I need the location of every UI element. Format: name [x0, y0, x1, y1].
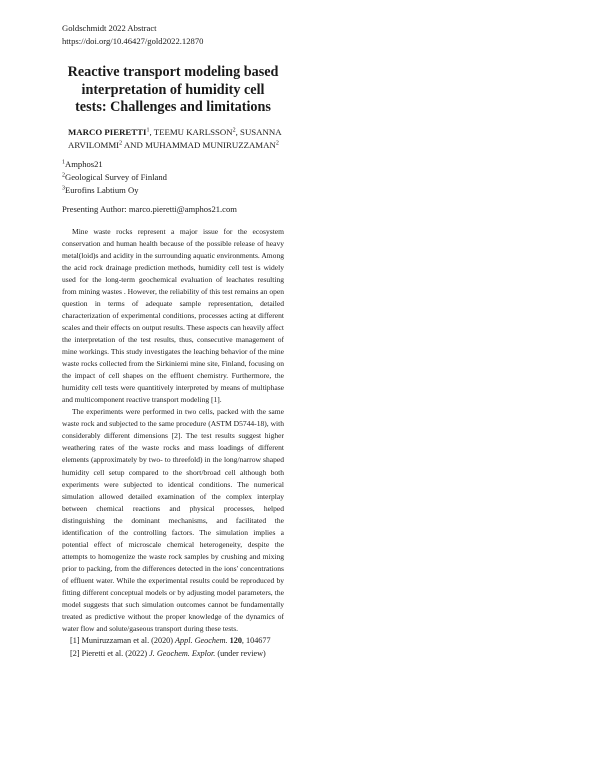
author-affiliation-mark: 2 — [232, 127, 236, 133]
author-name: MARCO PIERETTI — [68, 126, 147, 137]
paper-title: Reactive transport modeling based interpretation of humidity cell tests: Challenges and limitations — [67, 64, 279, 115]
presenting-author: Presenting Author: marco.pieretti@amphos21.com — [62, 203, 237, 214]
affiliation-item: $^1$Amphos21 — [62, 158, 103, 169]
abstract-paragraph: The experiments were performed in two cells, packed with the same waste rock and subjected to the same procedure (ASTM D5744-18), with considerably different dimensions [2]. The test results suggest higher weathering rates of the waste rocks and mass loadings of different elements (approximately by two- to threefold) in the long/narrow shaped humidity cell setup compared to the short/broad cell although both experiments were subjected to identical conditions. The numerical simulation allowed detailed examination of the complex interplay between chemical reactions and physical processes, helped distinguishing the dominant mechanisms, and facilitated the identification of the controlling factors. The simulation implies a potential effect of microscale chemical heterogeneity, despite the attempts to homogenize the waste rock samples by crushing and mixing prior to packing, from the differences detected in the ions' concentrations of effluent water. While the experimental results could be reproduced by fitting different conceptual models or by adjusting model parameters, the model suggests that such simulation outcomes cannot be fundamentally treated as predictive without the proper knowledge of the dynamics of water flow and solute/gaseous transport during these tests. — [62, 407, 284, 634]
author-name: MUHAMMAD MUNIRUZZAMAN — [145, 140, 276, 151]
author-name: SUSANNA ARVILOMMI — [68, 126, 282, 151]
doi-link[interactable]: https://doi.org/10.46427/gold2022.12870 — [62, 35, 204, 46]
abstract-page — [62, 22, 284, 660]
reference-item: [1] Muniruzzaman et al. (2020) Appl. Geochem. 120, 104677 — [70, 636, 271, 646]
journal-header: Goldschmidt 2022 Abstract — [62, 23, 157, 33]
author-name: TEEMU KARLSSON — [153, 126, 233, 137]
affiliation-list — [62, 158, 284, 198]
reference-item: [2] Pieretti et al. (2022) J. Geochem. Explor. (under review) — [70, 648, 266, 658]
reference-list — [62, 635, 284, 660]
author-affiliation-mark: 1 — [146, 127, 150, 133]
author-affiliation-mark: 2 — [119, 140, 123, 147]
abstract-body — [62, 226, 284, 636]
author-list: MARCO PIERETTI$^1$, TEEMU KARLSSON$^2$, SUSANNA ARVILOMMI$^2$ AND MUHAMMAD MUNIRUZZAMAN$^2$ — [68, 126, 282, 151]
affiliation-item: $^2$Geological Survey of Finland — [62, 171, 167, 182]
abstract-paragraph: Mine waste rocks represent a major issue for the ecosystem conservation and human health because of the possible release of heavy metal(loid)s and acidity in the surrounding aquatic environments. Among the acid rock drainage prediction methods, humidity cell test is widely used for the long-term geochemical evaluation of leachates resulting from mining wastes . However, the reliability of this test remains an open question in terms of adequate sample representation, detailed characterization of experimental conditions, processes acting at different scales and their effects on output results. These aspects can heavily affect the interpretation of the test results, thus, consecutive management of mine workings. This study investigates the leaching behavior of the mine waste rocks collected from the Sirkiniemi mine site, Finland, focusing on the impact of cell shapes on the effluent chemistry. Furthermore, the humidity cell tests were quantitively interpreted by means of multiphase and multicomponent reactive transport modeling [1]. — [62, 226, 284, 405]
author-affiliation-mark: 2 — [275, 140, 279, 147]
affiliation-item: $^3$Eurofins Labtium Oy — [62, 185, 139, 196]
